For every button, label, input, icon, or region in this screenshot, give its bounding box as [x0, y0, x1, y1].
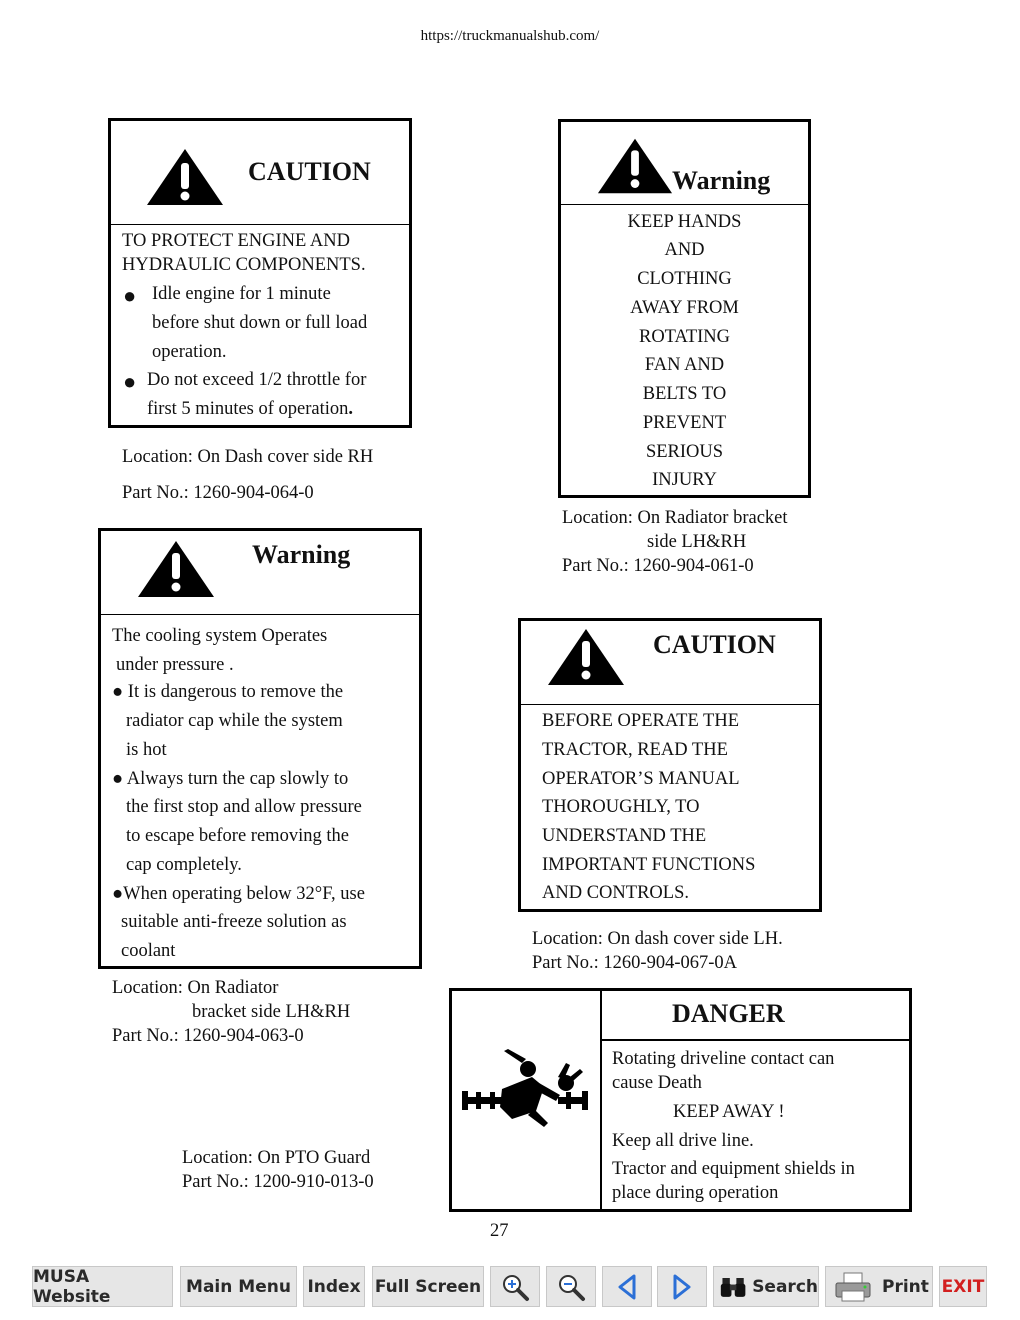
full-screen-button[interactable]: Full Screen: [372, 1266, 484, 1307]
danger-part-number: Part No.: 1200-910-013-0: [182, 1172, 374, 1192]
label-line: Tractor and equipment shields in: [612, 1159, 855, 1179]
warning-triangle-icon: [145, 147, 225, 207]
search-button[interactable]: [713, 1266, 819, 1307]
binoculars-icon: [720, 1272, 746, 1302]
label-line: cause Death: [612, 1073, 702, 1093]
label-line: Idle engine for 1 minute: [152, 284, 331, 304]
label-line: radiator cap while the system: [126, 711, 343, 731]
warning1-location-cont: side LH&RH: [647, 532, 747, 552]
warning-triangle-icon: [136, 539, 216, 599]
next-page-button[interactable]: [657, 1266, 707, 1307]
label-line: KEEP AWAY !: [673, 1102, 785, 1122]
zoom-out-button[interactable]: [546, 1266, 596, 1307]
print-button[interactable]: [825, 1266, 933, 1307]
printer-icon: [834, 1271, 872, 1303]
exit-button[interactable]: EXIT: [939, 1266, 987, 1307]
musa-website-button[interactable]: MUSA Website: [32, 1266, 173, 1307]
driveline-entanglement-icon: [462, 1049, 592, 1129]
label-line: first 5 minutes of operation.: [147, 399, 354, 419]
label-line: TRACTOR, READ THE: [542, 740, 728, 760]
zoom-in-button[interactable]: [490, 1266, 540, 1307]
warning2-location: Location: On Radiator: [112, 978, 279, 998]
warning-triangle-icon: [546, 627, 626, 687]
label-line: SERIOUS: [645, 442, 724, 462]
label-line: to escape before removing the: [126, 826, 349, 846]
warning2-part-number: Part No.: 1260-904-063-0: [112, 1026, 304, 1046]
caution2-part-number: Part No.: 1260-904-067-0A: [532, 953, 738, 973]
caution-title: CAUTION: [653, 630, 776, 659]
label-line: the first stop and allow pressure: [126, 797, 362, 817]
warning-title: Warning: [252, 540, 351, 569]
caution-title: CAUTION: [248, 157, 371, 186]
search-label: Search: [752, 1276, 818, 1297]
label-line: under pressure .: [116, 655, 234, 675]
label-line: The cooling system Operates: [112, 626, 328, 646]
label-line: PREVENT: [642, 413, 727, 433]
label-line: Do not exceed 1/2 throttle for: [147, 370, 367, 390]
label-line: ● Always turn the cap slowly to: [112, 769, 349, 789]
print-label: Print: [882, 1276, 929, 1297]
caution1-location: Location: On Dash cover side RH: [122, 447, 374, 467]
label-line: ● It is dangerous to remove the: [112, 682, 344, 702]
label-line: Rotating driveline contact can: [612, 1049, 835, 1069]
arrow-right-icon: [671, 1274, 693, 1300]
previous-page-button[interactable]: [602, 1266, 652, 1307]
label-line: before shut down or full load: [152, 313, 368, 333]
caution-label-manual: [518, 618, 822, 912]
label-line: AND: [664, 240, 705, 260]
label-line: CLOTHING: [637, 269, 732, 289]
warning-triangle-icon: [596, 136, 674, 196]
label-line: UNDERSTAND THE: [542, 826, 707, 846]
label-line: is hot: [126, 740, 167, 760]
label-line: ●When operating below 32°F, use: [112, 884, 365, 904]
label-line: BELTS TO: [642, 384, 727, 404]
danger-title: DANGER: [672, 999, 785, 1028]
label-line: AND CONTROLS.: [542, 883, 689, 903]
warning-label-fan: [558, 119, 811, 498]
danger-location: Location: On PTO Guard: [182, 1148, 371, 1168]
label-line: OPERATOR’S MANUAL: [542, 769, 740, 789]
warning1-location: Location: On Radiator bracket: [562, 508, 788, 528]
warning1-part-number: Part No.: 1260-904-061-0: [562, 556, 754, 576]
bullet-icon: ●: [123, 369, 137, 394]
label-line: BEFORE OPERATE THE: [542, 711, 740, 731]
label-line: INJURY: [652, 470, 717, 490]
label-line: cap completely.: [126, 855, 242, 875]
label-line: KEEP HANDS: [627, 212, 742, 232]
label-line: place during operation: [612, 1183, 779, 1203]
label-line: FAN AND: [644, 355, 725, 375]
main-menu-button[interactable]: Main Menu: [180, 1266, 297, 1307]
label-line: ROTATING: [638, 327, 730, 347]
label-line: TO PROTECT ENGINE AND: [122, 231, 350, 251]
caution-label-engine: [108, 118, 412, 428]
header-url[interactable]: https://truckmanualshub.com/: [420, 28, 600, 44]
warning-label-cooling: [98, 528, 422, 969]
caution2-location: Location: On dash cover side LH.: [532, 929, 783, 949]
label-line: coolant: [121, 941, 176, 961]
page-number: 27: [490, 1221, 509, 1241]
label-line: HYDRAULIC COMPONENTS.: [122, 255, 366, 275]
bullet-icon: ●: [123, 283, 137, 308]
label-line: AWAY FROM: [630, 298, 739, 318]
zoom-in-icon: [500, 1272, 530, 1302]
label-line: IMPORTANT FUNCTIONS: [542, 855, 756, 875]
warning2-location-cont: bracket side LH&RH: [192, 1002, 351, 1022]
arrow-left-icon: [616, 1274, 638, 1300]
index-button[interactable]: Index: [303, 1266, 365, 1307]
label-line: THOROUGHLY, TO: [542, 797, 700, 817]
danger-label-pto: [449, 988, 912, 1212]
zoom-out-icon: [556, 1272, 586, 1302]
label-line: operation.: [152, 342, 227, 362]
label-line: Keep all drive line.: [612, 1131, 754, 1151]
caution1-part-number: Part No.: 1260-904-064-0: [122, 483, 314, 503]
warning-title: Warning: [672, 166, 771, 195]
label-line: suitable anti-freeze solution as: [121, 912, 347, 932]
